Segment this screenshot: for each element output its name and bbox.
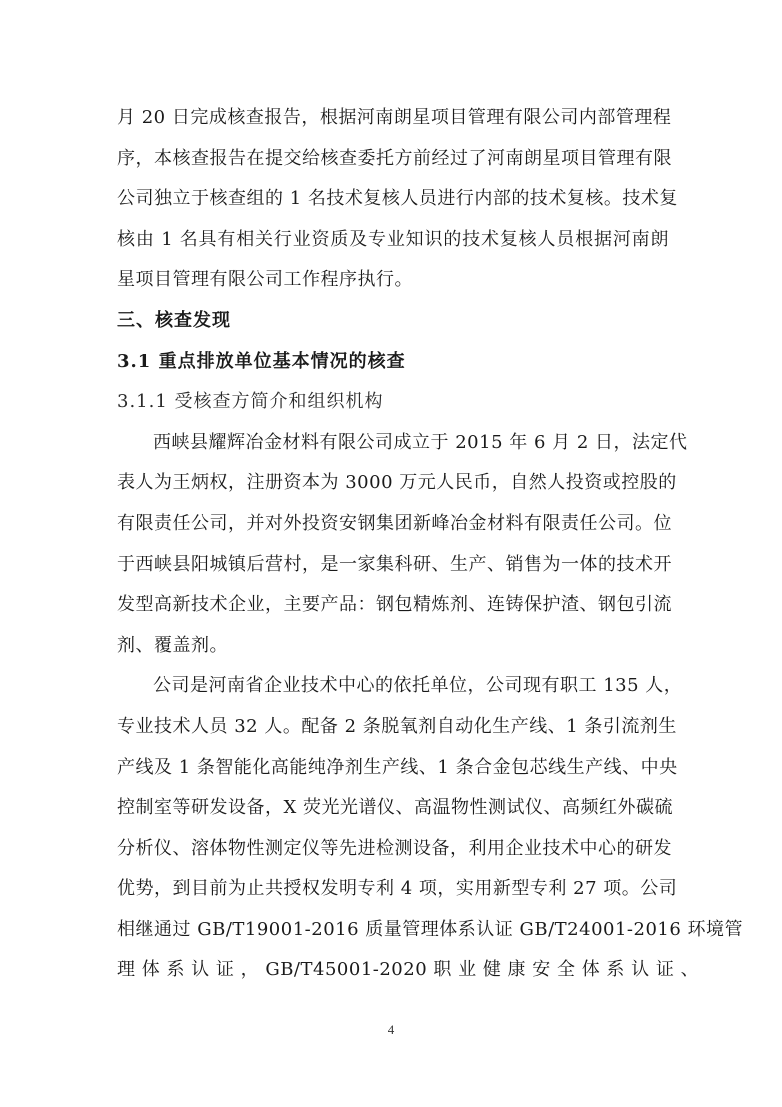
text-line: 星项目管理有限公司工作程序执行。 [117, 269, 413, 291]
text-line: 有限责任公司，并对外投资安钢集团新峰冶金材料有限责任公司。位 [117, 512, 672, 534]
text-line: 专业技术人员 32 人。配备 2 条脱氧剂自动化生产线、1 条引流剂生 [117, 715, 677, 737]
text-line: 月 20 日完成核查报告，根据河南朗星项目管理有限公司内部管理程 [117, 107, 672, 128]
text-line: 公司独立于核查组的 1 名技术复核人员进行内部的技术复核。技术复 [117, 188, 678, 210]
section-heading: 三、核查发现 [117, 309, 231, 331]
text-line: 分析仪、溶体物性测定仪等先进检测设备，利用企业技术中心的研发 [117, 837, 672, 859]
text-line: 相继通过 GB/T19001-2016 质量管理体系认证 GB/T24001-2016 环境管 [117, 918, 744, 940]
document-page [117, 98, 744, 991]
text-line: 产线及 1 条智能化高能纯净剂生产线、1 条合金包芯线生产线、中央 [117, 756, 678, 778]
text-line: 剂、覆盖剂。 [117, 634, 228, 656]
company-capability-paragraph [117, 666, 744, 991]
company-intro-paragraph [117, 423, 688, 667]
text-line: 理 体 系 认 证 ， GB/T45001-2020 职 业 健 康 安 全 体 系 认 证 、 [117, 959, 700, 981]
page-number: 4 [387, 1022, 395, 1037]
continuation-paragraph [117, 98, 678, 301]
text-line: 公司是河南省企业技术中心的依托单位，公司现有职工 135 人， [153, 675, 683, 697]
text-line: 西峡县耀辉冶金材料有限公司成立于 2015 年 6 月 2 日，法定代 [153, 431, 688, 453]
subsection-heading: 3.1 重点排放单位基本情况的核查 [117, 350, 406, 372]
text-line: 控制室等研发设备，X 荧光光谱仪、高温物性测试仪、高频红外碳硫 [117, 797, 674, 819]
subsubsection-heading: 3.1.1 受核查方简介和组织机构 [117, 391, 384, 413]
text-line: 发型高新技术企业，主要产品：钢包精炼剂、连铸保护渣、钢包引流 [117, 594, 672, 616]
text-line: 表人为王炳权，注册资本为 3000 万元人民币，自然人投资或控股的 [117, 472, 677, 494]
text-line: 序，本核查报告在提交给核查委托方前经过了河南朗星项目管理有限 [117, 147, 672, 169]
text-line: 核由 1 名具有相关行业资质及专业知识的技术复核人员根据河南朗 [117, 228, 669, 250]
text-line: 优势，到目前为止共授权发明专利 4 项，实用新型专利 27 项。公司 [117, 878, 678, 900]
text-line: 于西峡县阳城镇后营村，是一家集科研、生产、销售为一体的技术开 [117, 553, 672, 575]
